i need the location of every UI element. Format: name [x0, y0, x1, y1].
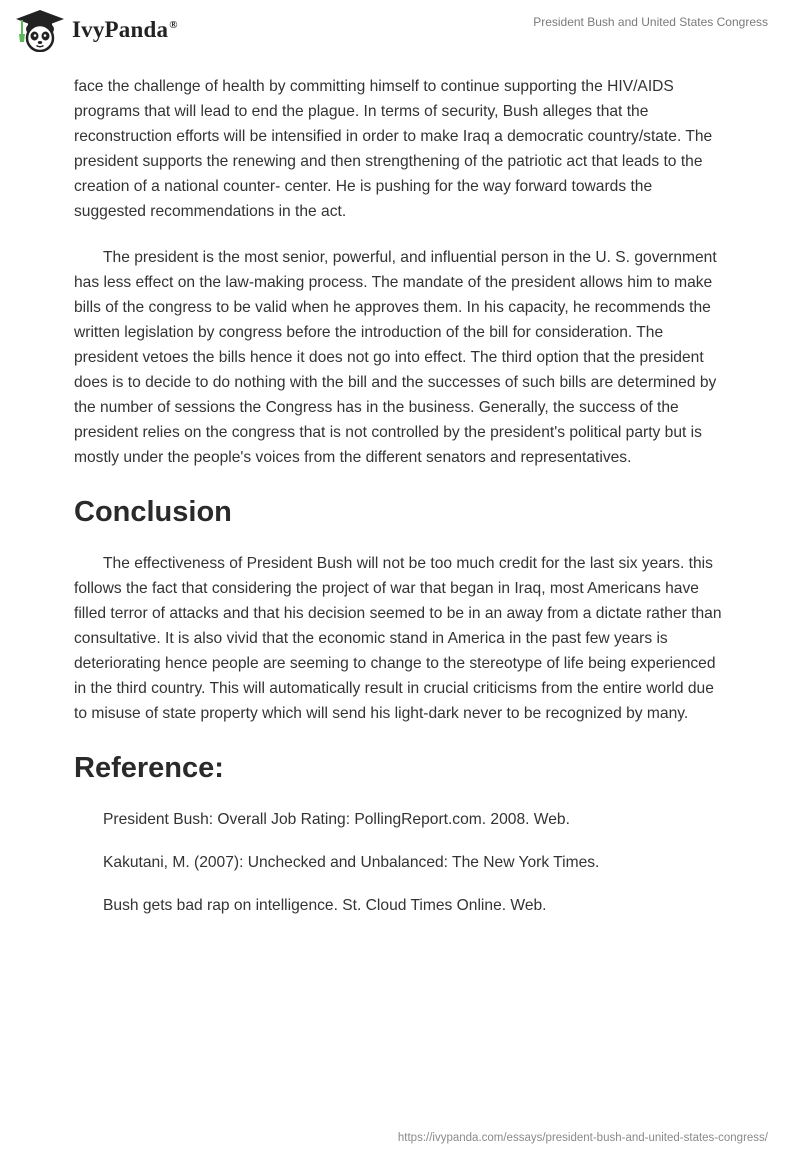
reference-heading: Reference: — [74, 752, 224, 784]
source-url[interactable]: https://ivypanda.com/essays/president-bush-and-united-states-congress/ — [397, 1132, 768, 1144]
paragraph-continued: face the challenge of health by committing himself to continue supporting the HIV/AIDS programs that will lead to end the plague. In terms of security, Bush alleges that the reconstruction efforts will be intensified in order to make Iraq a democratic country/state. The president supports the renewing and then strengthening of the patriotic act that leads to the creation of a national counter- center. He is pushing for the way forward towards the suggested recommendations in the act. — [74, 78, 713, 220]
panda-graduate-icon — [14, 8, 66, 52]
page-header — [0, 0, 800, 60]
brand-name: IvyPanda® — [72, 17, 178, 42]
conclusion-heading: Conclusion — [74, 496, 232, 528]
essay-content — [74, 74, 726, 936]
reference-list — [74, 807, 726, 918]
document-title: President Bush and United States Congress — [533, 15, 768, 29]
paragraph-president-role: The president is the most senior, powerful, and influential person in the U. S. government has less effect on the law-making process. The mandate of the president allows him to make bills of the congress to be valid when he approves them. In his capacity, he recommends the written legislation by congress before the introduction of the bill for consideration. The president vetoes the bills hence it does not go into effect. The third option that the president does is to decide to do nothing with the bill and the successes of such bills are determined by the number of sessions the Congress has in the business. Generally, the success of the president relies on the congress that is not controlled by the president's political party but is mostly under the people's voices from the different senators and representatives. — [74, 249, 717, 466]
reference-item: Bush gets bad rap on intelligence. St. Cloud Times Online. Web. — [103, 897, 547, 914]
conclusion-paragraph: The effectiveness of President Bush will not be too much credit for the last six years. this follows the fact that considering the project of war that began in Iraq, most Americans have filled terror of attacks and that his decision seemed to be in an away from a dictate rather than consultative. It is also vivid that the economic stand in America in the past few years is deteriorating hence people are seeming to change to the stereotype of life being experienced in the third country. This will automatically result in crucial criticisms from the entire world due to misuse of state property which will send his light-dark never to be recognized by many. — [74, 555, 722, 722]
brand-logo[interactable] — [14, 8, 178, 52]
reference-item: President Bush: Overall Job Rating: PollingReport.com. 2008. Web. — [103, 811, 570, 828]
reference-item: Kakutani, M. (2007): Unchecked and Unbalanced: The New York Times. — [103, 854, 600, 871]
